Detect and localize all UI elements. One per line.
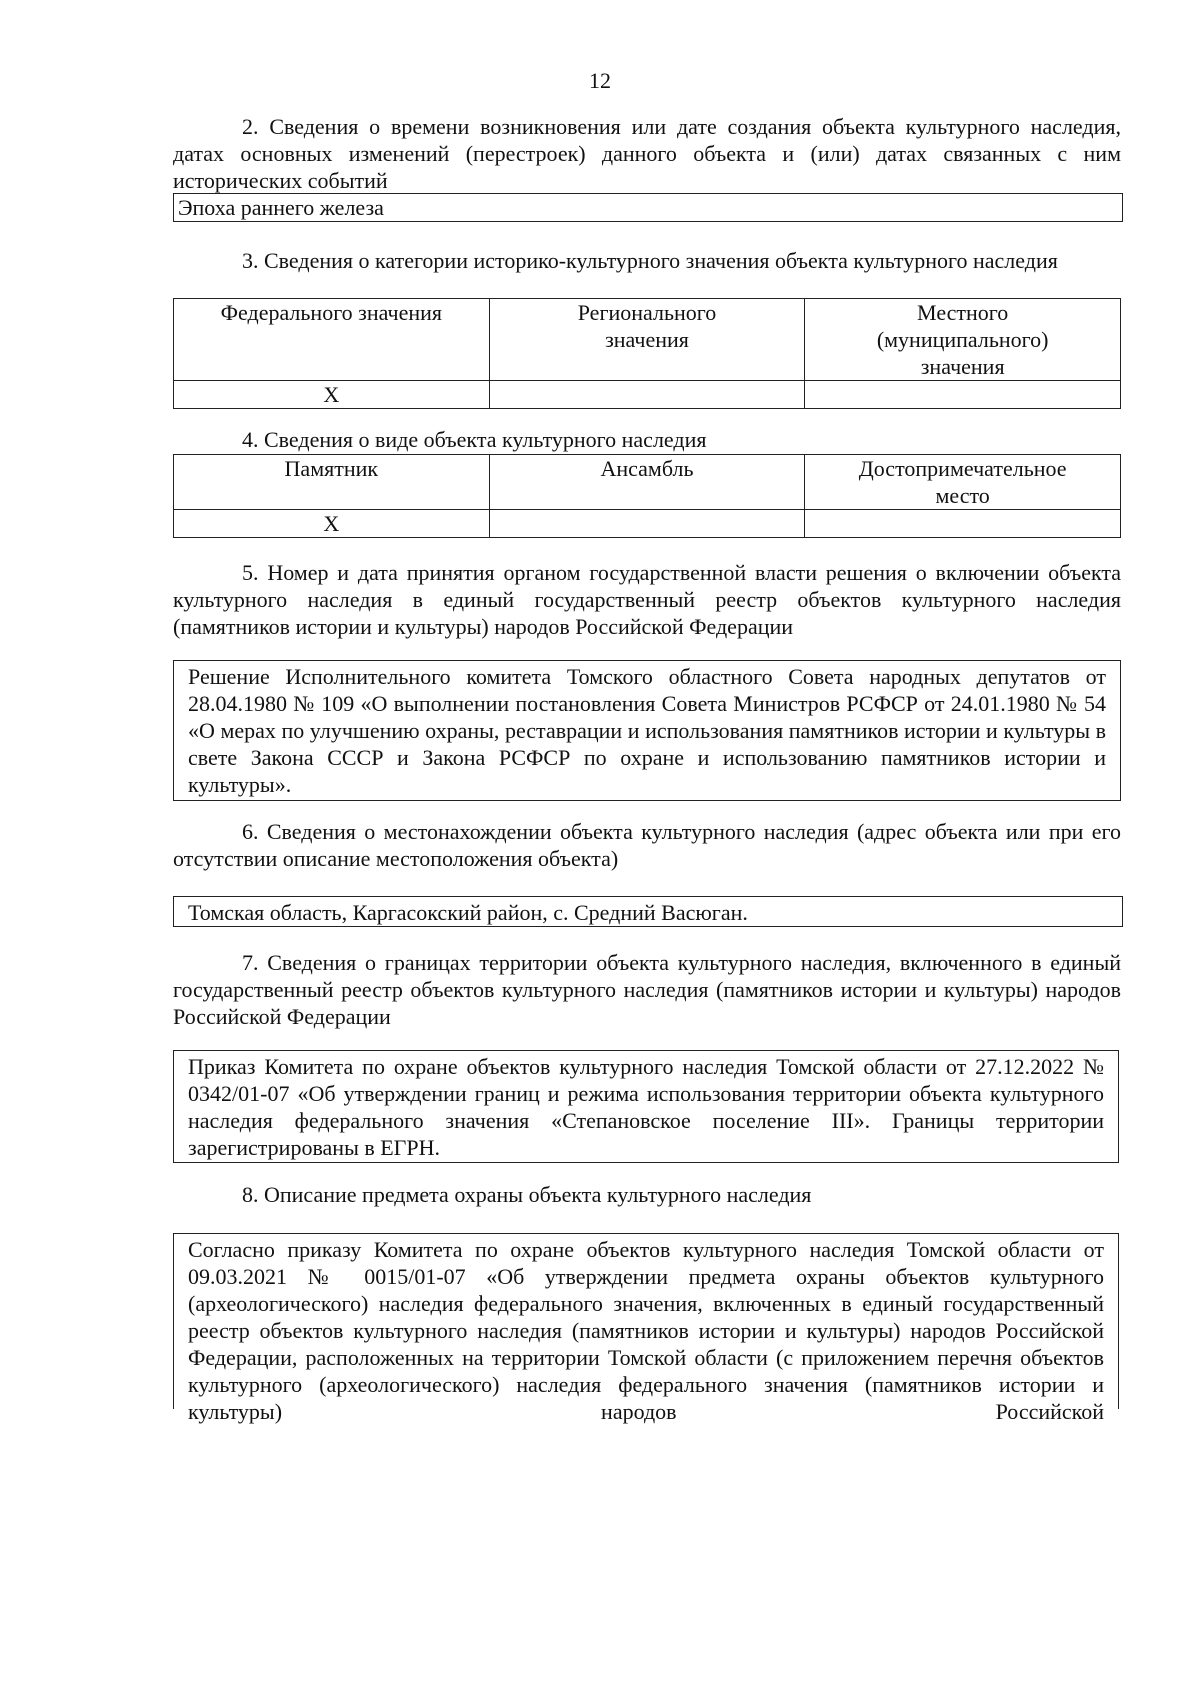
category-header-local: Местного (муниципального) значения bbox=[805, 299, 1121, 381]
category-header-federal: Федерального значения bbox=[174, 299, 490, 381]
object-type-header-ensemble: Ансамбль bbox=[489, 455, 805, 510]
category-table bbox=[173, 298, 1121, 409]
section-7-value: Приказ Комитета по охране объектов культурного наследия Томской области от 27.12.2022 № 0342/01-07 «Об утверждении границ и режима использования территории объекта культурного наследия федерального значения «Степановское поселение III». Границы территории зарегистрированы в ЕГРН. bbox=[188, 1054, 1104, 1160]
object-type-value-row bbox=[174, 510, 1121, 538]
section-2-value: Эпоха раннего железа bbox=[178, 195, 384, 220]
object-type-value-ensemble bbox=[489, 510, 805, 538]
category-value-regional bbox=[489, 381, 805, 409]
section-8-value-box bbox=[173, 1233, 1119, 1424]
section-2-value-box bbox=[173, 193, 1123, 222]
category-table-header-row bbox=[174, 299, 1121, 381]
section-8-heading: 8. Описание предмета охраны объекта культурного наследия bbox=[242, 1182, 812, 1207]
section-6-value: Томская область, Каргасокский район, с. Средний Васюган. bbox=[188, 900, 748, 925]
category-header-regional: Регионального значения bbox=[489, 299, 805, 381]
object-type-value-landmark bbox=[805, 510, 1121, 538]
object-type-table bbox=[173, 454, 1121, 538]
section-5-value: Решение Исполнительного комитета Томского областного Совета народных депутатов от 28.04.1980 № 109 «О выполнении постановления Совета Министров РСФСР от 24.01.1980 № 54 «О мерах по улучшению охраны, реставрации и использования памятников истории и культуры в свете Закона СССР и Закона РСФСР по охране и использованию памятников истории и культуры». bbox=[188, 664, 1106, 797]
section-6-value-box bbox=[173, 896, 1123, 927]
object-type-header-row bbox=[174, 455, 1121, 510]
category-value-federal: Х bbox=[174, 381, 490, 409]
section-5-value-box bbox=[173, 660, 1121, 801]
page-number: 12 bbox=[589, 68, 611, 93]
section-4-heading: 4. Сведения о виде объекта культурного наследия bbox=[242, 427, 707, 452]
section-3-heading: 3. Сведения о категории историко-культурного значения объекта культурного наследия bbox=[242, 248, 1058, 273]
object-type-header-landmark: Достопримечательное место bbox=[805, 455, 1121, 510]
section-7-value-box bbox=[173, 1050, 1119, 1163]
section-5-heading: 5. Номер и дата принятия органом государственной власти решения о включении объекта культурного наследия в единый государственный реестр объектов культурного наследия (памятников истории и культуры) народов Российской Федерации bbox=[173, 560, 1121, 639]
section-6-heading: 6. Сведения о местонахождении объекта культурного наследия (адрес объекта или при его отсутствии описание местоположения объекта) bbox=[173, 819, 1121, 871]
object-type-header-monument: Памятник bbox=[174, 455, 490, 510]
category-value-local bbox=[805, 381, 1121, 409]
object-type-value-monument: Х bbox=[174, 510, 490, 538]
section-8-value: Согласно приказу Комитета по охране объектов культурного наследия Томской области от 09.03.2021 № 0015/01-07 «Об утверждении предмета охраны объектов культурного (археологического) наследия федерального значения, включенных в единый государственный реестр объектов культурного наследия (памятников истории и культуры) народов Российской Федерации, расположенных на территории Томской области (с приложением перечня объектов культурного (археологического) наследия федерального значения (памятников истории и культуры) народов Российской bbox=[188, 1237, 1104, 1424]
section-7-heading: 7. Сведения о границах территории объекта культурного наследия, включенного в единый государственный реестр объектов культурного наследия (памятников истории и культуры) народов Российской Федерации bbox=[173, 950, 1121, 1029]
category-table-value-row bbox=[174, 381, 1121, 409]
section-2-heading: 2. Сведения о времени возникновения или дате создания объекта культурного наследия, датах основных изменений (перестроек) данного объекта и (или) датах связанных с ним исторических событий bbox=[173, 114, 1121, 193]
